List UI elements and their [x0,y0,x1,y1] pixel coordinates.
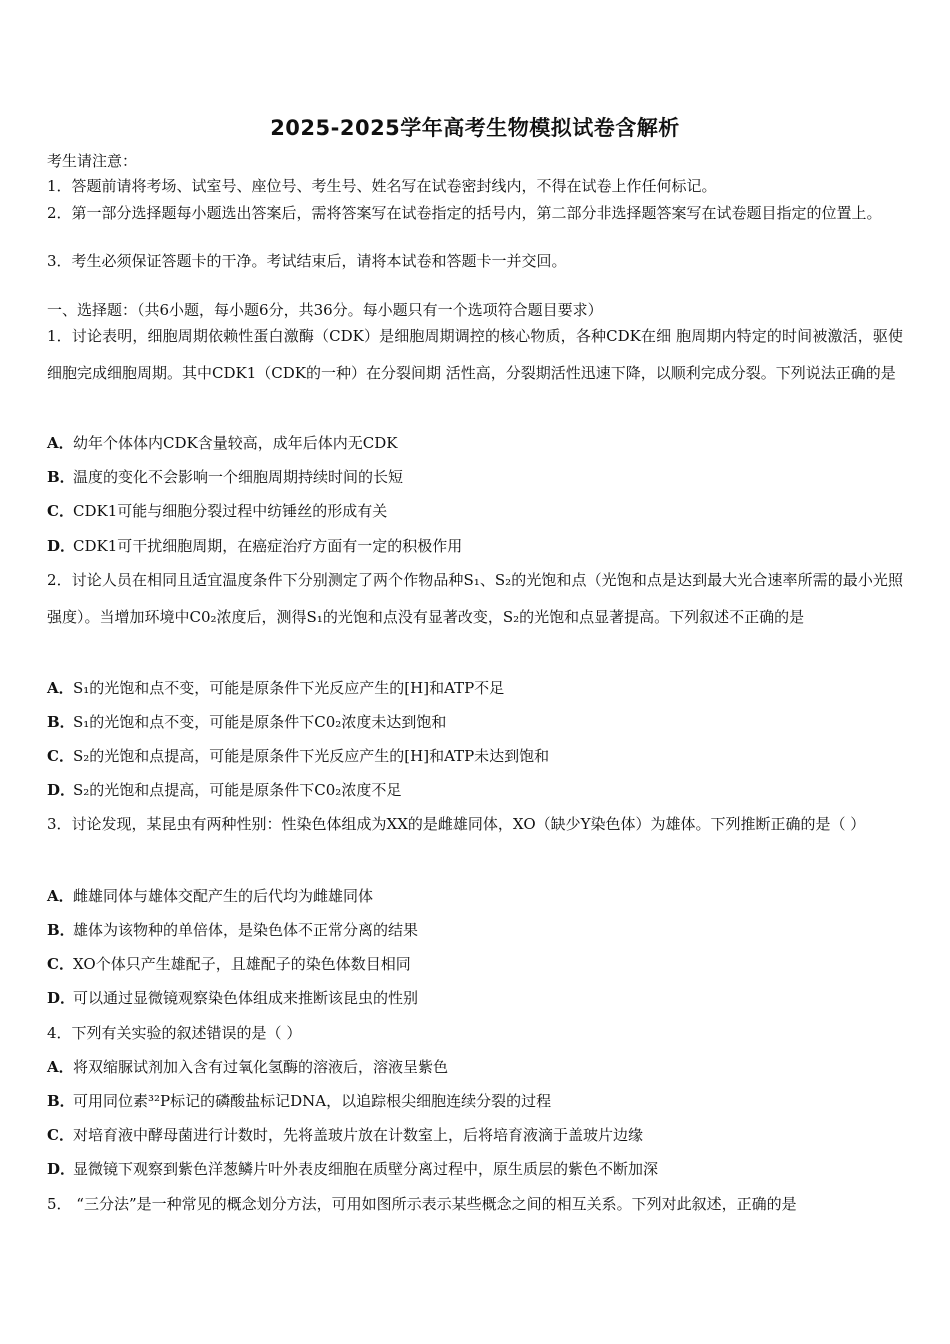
question-2-stem: 2．讨论人员在相同且适宜温度条件下分别测定了两个作物品种S₁、S₂的光饱和点（光饱和点是达到最大光合速率所需的最小光照强度）。当增加环境中C0₂浓度后，测得S₁的光饱和点没有显著改变，S₂的光饱和点显著提高。下列叙述不正确的是 [47,571,903,626]
option-label: C． [47,502,74,520]
question-2-option-d [47,780,401,800]
option-label: B． [47,468,75,486]
option-text: 雄体为该物种的单倍体，是染色体不正常分离的结果 [73,921,419,939]
option-text: S₁的光饱和点不变，可能是原条件下光反应产生的[H]和ATP不足 [73,679,505,697]
option-label: D． [47,989,76,1007]
option-label: C． [47,747,74,765]
option-label: C． [47,955,74,973]
question-2-option-a [47,678,504,698]
question-1-option-c [47,501,387,521]
page-title: 2025-2025学年高考生物模拟试卷含解析 [270,116,680,140]
question-2-option-b [47,712,446,732]
question-1-option-a [47,433,397,453]
option-label: D． [47,781,76,799]
option-text: 对培育液中酵母菌进行计数时，先将盖玻片放在计数室上，后将培育液滴于盖玻片边缘 [73,1126,644,1144]
question-1-option-b [47,467,403,487]
question-4-option-d [47,1159,658,1179]
notice-item-1: 1．答题前请将考场、试室号、座位号、考生号、姓名写在试卷密封线内，不得在试卷上作任何标记。 [47,177,717,195]
question-1-stem: 1．讨论表明，细胞周期依赖性蛋白激酶（CDK）是细胞周期调控的核心物质，各种CDK在细 胞周期内特定的时间被激活，驱使细胞完成细胞周期。其中CDK1（CDK的一种）在分裂间期 活性高，分裂期活性迅速下降，以顺利完成分裂。下列说法正确的是 [47,327,903,382]
option-label: D． [47,1160,76,1178]
option-label: D． [47,537,76,555]
option-text: S₁的光饱和点不变，可能是原条件下C0₂浓度未达到饱和 [73,713,447,731]
option-label: C． [47,1126,74,1144]
option-label: A． [47,1058,74,1076]
section-heading: 一、选择题：（共6小题，每小题6分，共36分。每小题只有一个选项符合题目要求） [47,301,603,319]
option-label: A． [47,434,74,452]
option-label: B． [47,713,75,731]
option-text: 温度的变化不会影响一个细胞周期持续时间的长短 [73,468,404,486]
question-4-option-a [47,1057,448,1077]
option-text: S₂的光饱和点提高，可能是原条件下光反应产生的[H]和ATP未达到饱和 [73,747,550,765]
question-5-stem: 5． “三分法”是一种常见的概念划分方法，可用如图所示表示某些概念之间的相互关系。下列对此叙述，正确的是 [47,1195,797,1213]
question-4-option-b [47,1091,551,1111]
question-3-option-b [47,920,418,940]
option-label: B． [47,1092,75,1110]
question-4-stem: 4．下列有关实验的叙述错误的是（ ） [47,1024,302,1042]
option-label: A． [47,679,74,697]
option-text: 将双缩脲试剂加入含有过氧化氢酶的溶液后，溶液呈紫色 [73,1058,449,1076]
option-text: CDK1可能与细胞分裂过程中纺锤丝的形成有关 [73,502,388,520]
question-3-stem: 3．讨论发现，某昆虫有两种性别：性染色体组成为XX的是雌雄同体，XO（缺少Y染色体）为雄体。下列推断正确的是（ ） [47,815,866,833]
question-3-option-a [47,886,373,906]
question-4-option-c [47,1125,643,1145]
option-text: S₂的光饱和点提高，可能是原条件下C0₂浓度不足 [73,781,402,799]
option-text: 显微镜下观察到紫色洋葱鳞片叶外表皮细胞在质壁分离过程中，原生质层的紫色不断加深 [73,1160,659,1178]
question-3-option-d [47,988,418,1008]
option-text: CDK1可干扰细胞周期，在癌症治疗方面有一定的积极作用 [73,537,463,555]
notice-heading: 考生请注意： [47,152,138,170]
option-label: B． [47,921,75,939]
option-text: XO个体只产生雄配子，且雄配子的染色体数目相同 [73,955,411,973]
question-1-option-d [47,536,462,556]
option-text: 可以通过显微镜观察染色体组成来推断该昆虫的性别 [73,989,419,1007]
option-text: 幼年个体体内CDK含量较高，成年后体内无CDK [73,434,398,452]
option-text: 雌雄同体与雄体交配产生的后代均为雌雄同体 [73,887,374,905]
question-3-option-c [47,954,411,974]
notice-item-3: 3．考生必须保证答题卡的干净。考试结束后，请将本试卷和答题卡一并交回。 [47,252,567,270]
option-label: A． [47,887,74,905]
notice-item-2: 2．第一部分选择题每小题选出答案后，需将答案写在试卷指定的括号内，第二部分非选择题答案写在试卷题目指定的位置上。 [47,204,882,222]
option-text: 可用同位素³²P标记的磷酸盐标记DNA，以追踪根尖细胞连续分裂的过程 [73,1092,552,1110]
question-2-option-c [47,746,549,766]
